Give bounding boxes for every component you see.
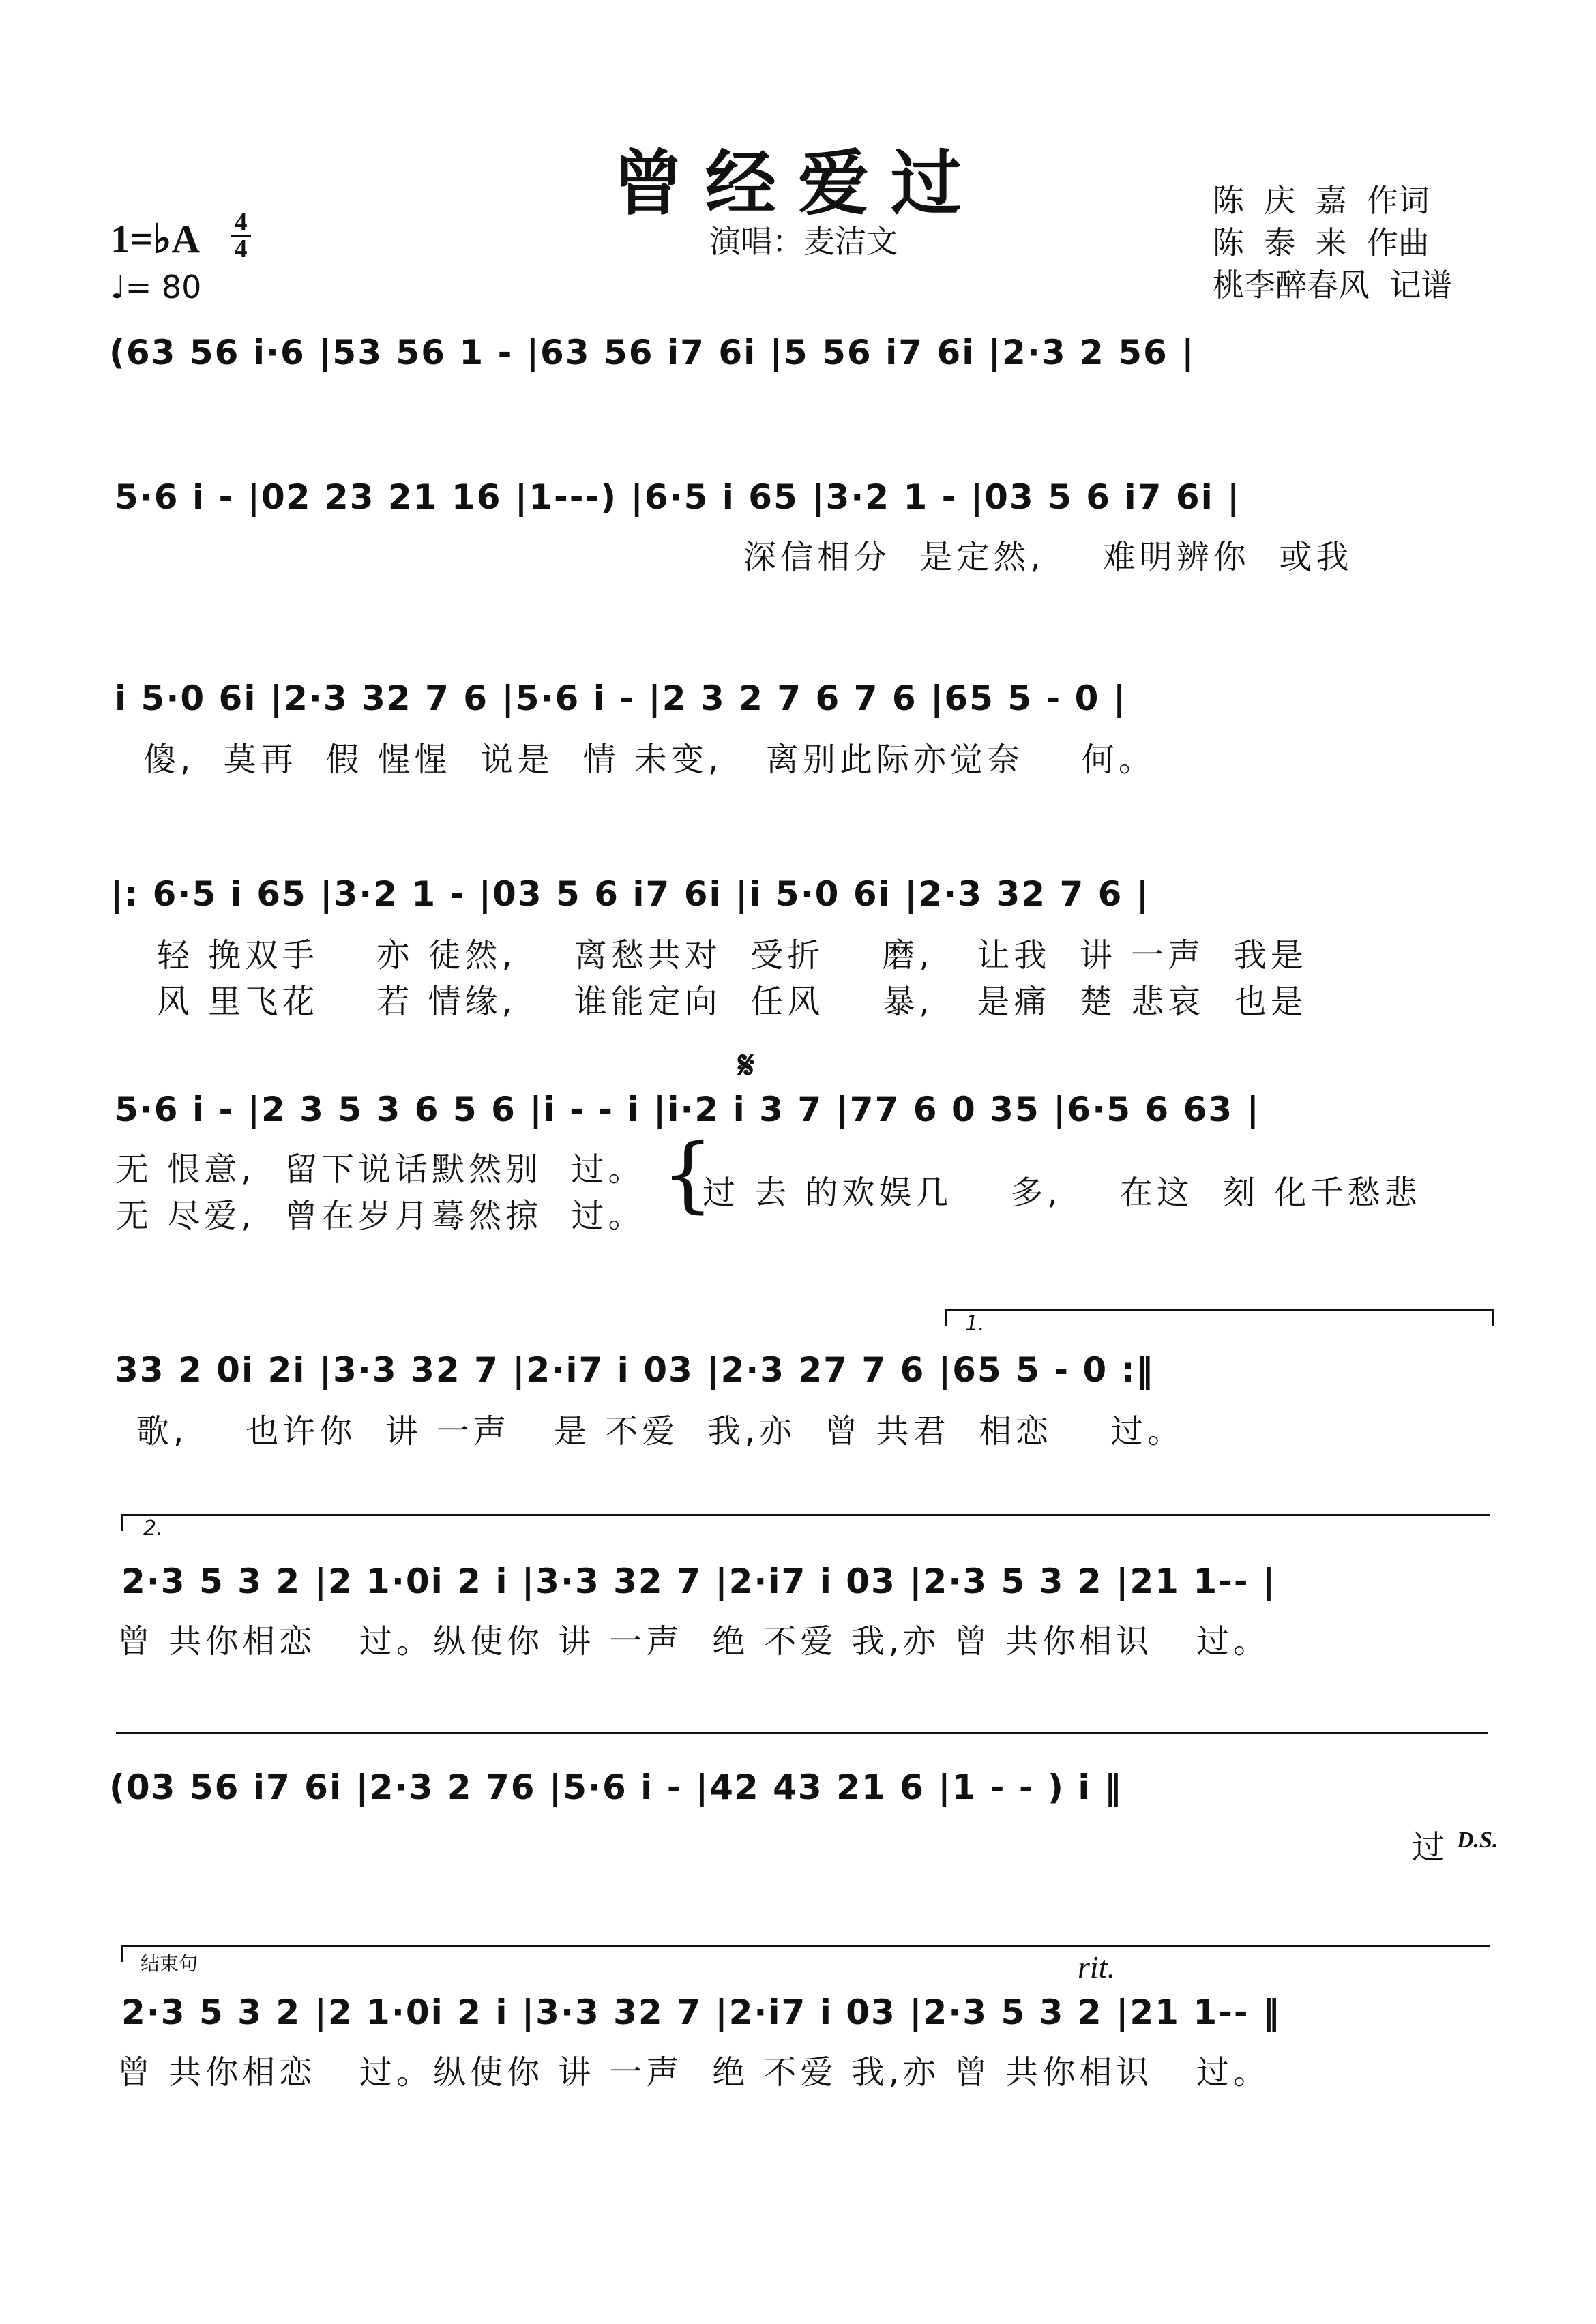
system-5-lyrics-verse2: 无 尽爱, 曾在岁月蓦然掠 过。 [116, 1197, 645, 1235]
system-1-notes: (63 56 i·6 |53 56 1 - |63 56 i7 6i |5 56 i7 6i |2·3 2 56 | [109, 333, 1196, 372]
system-3-lyrics: 傻, 莫再 假 惺惺 说是 情 未变, 离别此际亦觉奈 何。 [143, 741, 1155, 779]
system-5-lyrics-refrain: 过 去 的欢娱几 多, 在这 刻 化千愁悲 [703, 1174, 1421, 1212]
time-signature [231, 210, 251, 261]
lyricist-credit: 陈 庆 嘉 作词 [1213, 182, 1430, 219]
system-6-lyrics: 歌, 也许你 讲 一声 是 不爱 我,亦 曾 共君 相恋 过。 [136, 1412, 1185, 1450]
song-title: 曾经爱过 [612, 141, 984, 225]
system-4-lyrics-verse2: 风 里飞花 若 情缘, 谁能定向 任风 暴, 是痛 楚 悲哀 也是 [157, 983, 1307, 1021]
system-2-notes: 5·6 i - |02 23 21 16 |1---) |6·5 i 65 |3·2 1 - |03 5 6 i7 6i | [115, 477, 1241, 517]
system-3-notes: i 5·0 6i |2·3 32 7 6 |5·6 i - |2 3 2 7 6 7 6 |65 5 - 0 | [115, 679, 1127, 718]
second-ending-label: 2. [143, 1517, 163, 1540]
segno-sign: 𝄋 [738, 1043, 755, 1088]
interlude-top-line [116, 1732, 1488, 1734]
ritardando-marking: rit. [1078, 1950, 1115, 1984]
system-8-lyrics: 过 [1412, 1828, 1449, 1866]
transcriber-credit: 桃李醉春风 记谱 [1213, 267, 1453, 303]
ending-label: 结束句 [141, 1952, 198, 1975]
time-signature-bottom: 4 [234, 235, 248, 263]
first-ending-label: 1. [965, 1312, 985, 1336]
system-4-lyrics-verse1: 轻 挽双手 亦 徒然, 离愁共对 受折 磨, 让我 讲 一声 我是 [157, 936, 1307, 974]
singer-credit: 演唱：麦洁文 [709, 223, 898, 260]
system-7-notes: 2·3 5 3 2 |2 1·0i 2 i |3·3 32 7 |2·i7 i 03 |2·3 5 3 2 |21 1-- | [121, 1562, 1277, 1601]
system-5-lyrics-verse1: 无 恨意, 留下说话默然别 过。 [116, 1150, 645, 1189]
system-9-notes: 2·3 5 3 2 |2 1·0i 2 i |3·3 32 7 |2·i7 i 03 |2·3 5 3 2 |21 1-- ‖ [121, 1993, 1282, 2032]
system-6-notes: 33 2 0i 2i |3·3 32 7 |2·i7 i 03 |2·3 27 7 6 |65 5 - 0 :‖ [115, 1350, 1155, 1390]
coda-bracket [121, 1945, 1490, 1962]
system-9-lyrics: 曾 共你相恋 过。纵使你 讲 一声 绝 不爱 我,亦 曾 共你相识 过。 [117, 2053, 1271, 2091]
verse-brace: { [662, 1127, 714, 1222]
key-signature: 1=♭A [110, 217, 201, 261]
composer-credit: 陈 泰 来 作曲 [1213, 224, 1430, 261]
first-ending-bracket [945, 1309, 1494, 1326]
dal-segno-marking: D.S. [1457, 1828, 1498, 1853]
time-signature-top: 4 [234, 208, 248, 237]
system-7-lyrics: 曾 共你相恋 过。纵使你 讲 一声 绝 不爱 我,亦 曾 共你相识 过。 [117, 1622, 1271, 1660]
system-5-notes: 5·6 i - |2 3 5 3 6 5 6 |i - - i |i·2 i 3 7 |77 6 0 35 |6·5 6 63 | [115, 1090, 1260, 1129]
system-4-notes: |: 6·5 i 65 |3·2 1 - |03 5 6 i7 6i |i 5·0 6i |2·3 32 7 6 | [110, 874, 1151, 914]
tempo-marking: ♩= 80 [110, 269, 202, 306]
system-2-lyrics: 深信相分 是定然, 难明辨你 或我 [743, 538, 1353, 576]
system-8-notes: (03 56 i7 6i |2·3 2 76 |5·6 i - |42 43 21 6 |1 - - ) i ‖ [109, 1768, 1123, 1807]
second-ending-bracket [121, 1514, 1490, 1531]
